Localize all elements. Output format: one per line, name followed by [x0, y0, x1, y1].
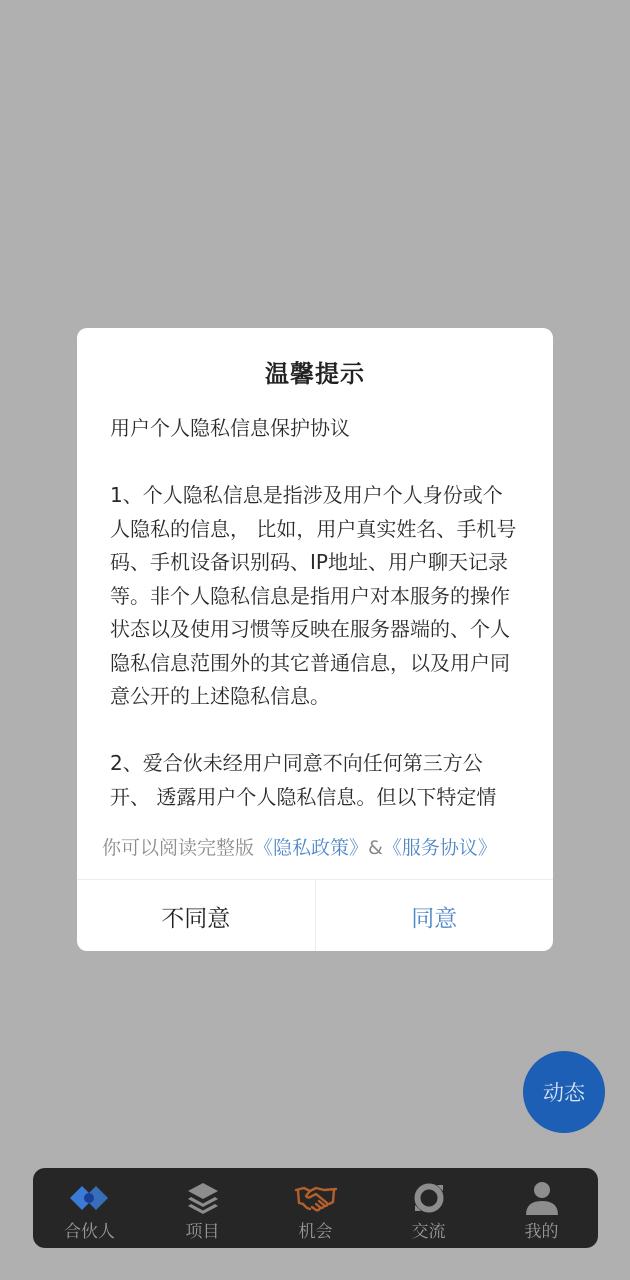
agreement-heading: 用户个人隐私信息保护协议: [110, 416, 350, 440]
agree-button[interactable]: 同意: [411, 905, 458, 932]
person-icon: [520, 1181, 564, 1215]
tab-exchange[interactable]: [372, 1168, 485, 1248]
service-agreement-link[interactable]: 《服务协议》: [382, 837, 497, 859]
links-prefix: 你可以阅读完整版: [102, 837, 255, 859]
chat-ring-icon: [407, 1181, 451, 1215]
tab-label: 交流: [411, 1222, 446, 1242]
tab-label: 我的: [524, 1222, 559, 1242]
dialog-title: 温馨提示: [265, 360, 365, 388]
privacy-dialog: [77, 328, 553, 951]
links-ampersand: &: [368, 837, 383, 859]
tab-label: 机会: [298, 1222, 333, 1242]
tab-projects[interactable]: [146, 1168, 259, 1248]
tab-partner[interactable]: [33, 1168, 146, 1248]
tab-label: 合伙人: [64, 1222, 115, 1242]
tab-mine[interactable]: [485, 1168, 598, 1248]
disagree-button[interactable]: 不同意: [77, 880, 316, 951]
handshake-icon: [294, 1181, 338, 1215]
dialog-content[interactable]: [110, 412, 518, 810]
policy-links: [102, 833, 542, 860]
dialog-button-bar: [77, 879, 553, 951]
tab-label: 项目: [185, 1222, 220, 1242]
privacy-policy-link[interactable]: 《隐私政策》: [254, 837, 369, 859]
layers-icon: [181, 1181, 225, 1215]
tab-opportunity[interactable]: [259, 1168, 372, 1248]
bottom-tab-bar: [33, 1168, 598, 1248]
agreement-paragraph-1: 1、个人隐私信息是指涉及用户个人身份或个人隐私的信息， 比如，用户真实姓名、手机号码、手机设备识别码、IP地址、用户聊天记录等。非个人隐私信息是指用户对本服务的操作状态以及使用习惯等反映在服务器端的、个人隐私信息范围外的其它普通信息，以及用户同意公开的上述隐私信息。: [110, 483, 517, 708]
dynamics-fab-button[interactable]: 动态: [523, 1051, 605, 1133]
partner-icon: [68, 1181, 112, 1215]
agreement-paragraph-2: 2、爱合伙未经用户同意不向任何第三方公开、 透露用户个人隐私信息。但以下特定情: [110, 751, 497, 809]
